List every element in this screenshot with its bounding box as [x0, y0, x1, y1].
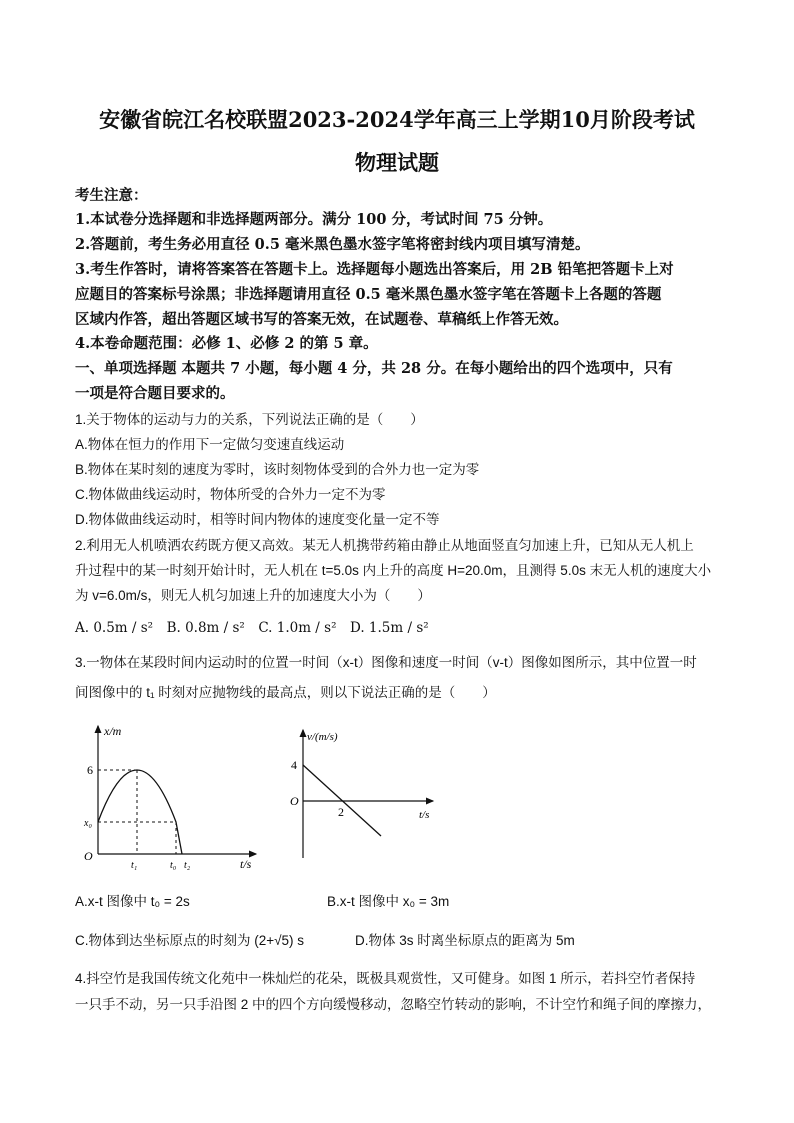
question-1-option-c: C.物体做曲线运动时，物体所受的合外力一定不为零 — [75, 487, 386, 502]
question-3-option-b: B.x-t 图像中 x₀ = 3m — [327, 894, 450, 909]
question-4-line: 4.抖空竹是我国传统文化苑中一株灿烂的花朵，既极具观赏性，又可健身。如图 1 所示，若抖空竹者保持 — [75, 971, 696, 986]
notice-item: 应题目的答案标号涂黑；非选择题请用直径 0.5 毫米黑色墨水签字笔在答题卡上各题的答题 — [75, 286, 662, 303]
vt-y-label: v/(m/s) — [307, 731, 338, 743]
page-title: 安徽省皖江名校联盟2023-2024学年高三上学期10月阶段考试 — [99, 107, 695, 132]
notice-item: 4.本卷命题范围：必修 1、必修 2 的第 5 章。 — [75, 335, 378, 352]
question-1-option-a: A.物体在恒力的作用下一定做匀变速直线运动 — [75, 437, 345, 452]
section-heading-cont: 一项是符合题目要求的。 — [75, 385, 235, 402]
question-1-option-b: B.物体在某时刻的速度为零时，该时刻物体受到的合外力也一定为零 — [75, 462, 480, 477]
question-2-line: 2.利用无人机喷洒农药既方便又高效。某无人机携带药箱由静止从地面竖直匀加速上升，已知从无人机上 — [75, 538, 694, 553]
xt-graph — [80, 720, 280, 870]
xt-parabola-curve — [98, 770, 182, 854]
vt-y-tick: 4 — [291, 758, 297, 772]
notice-item: 2.答题前，考生务必用直径 0.5 毫米黑色墨水签字笔将密封线内项目填写清楚。 — [75, 236, 590, 253]
notice-item: 1.本试卷分选择题和非选择题两部分。满分 100 分，考试时间 75 分钟。 — [75, 211, 553, 228]
question-2-line: 升过程中的某一时刻开始计时，无人机在 t=5.0s 内上升的高度 H=20.0m，且测得 5.0s 末无人机的速度大小 — [75, 563, 712, 578]
vt-origin: O — [290, 794, 299, 808]
vt-x-label: t/s — [419, 809, 430, 821]
xt-y-tick: x₀ — [84, 818, 92, 829]
section-heading: 一、单项选择题 本题共 7 小题，每小题 4 分，共 28 分。在每小题给出的四个选项中，只有 — [75, 360, 673, 377]
question-3-line: 3.一物体在某段时间内运动时的位置一时间（x-t）图像和速度一时间（v-t）图像如图所示，其中位置一时 — [75, 655, 697, 670]
xt-x-tick: t₁ — [131, 860, 138, 870]
question-3-option-d: D.物体 3s 时离坐标原点的距离为 5m — [355, 933, 575, 948]
question-1-stem: 1.关于物体的运动与力的关系，下列说法正确的是（ ） — [75, 412, 424, 427]
question-3-option-a: A.x-t 图像中 t₀ = 2s — [75, 894, 190, 909]
question-2-line: 为 v=6.0m/s，则无人机匀加速上升的加速度大小为（ ） — [75, 588, 431, 603]
question-3-line: 间图像中的 t₁ 时刻对应抛物线的最高点，则以下说法正确的是（ ） — [75, 685, 496, 700]
xt-y-label: x/m — [104, 724, 122, 738]
question-3-option-c: C.物体到达坐标原点的时刻为 (2+√5) s — [75, 933, 305, 948]
notice-heading: 考生注意： — [75, 187, 148, 204]
page-subtitle: 物理试题 — [355, 150, 439, 175]
xt-x-tick: t₀ — [170, 860, 177, 870]
xt-x-tick: t₂ — [184, 860, 191, 870]
xt-origin: O — [84, 849, 93, 863]
question-2-options: A. 0.5m / s² B. 0.8m / s² C. 1.0m / s² D. 1.5m / s² — [75, 620, 429, 636]
notice-item: 区域内作答，超出答题区域书写的答案无效，在试题卷、草稿纸上作答无效。 — [75, 311, 568, 328]
question-1-option-d: D.物体做曲线运动时，相等时间内物体的速度变化量一定不等 — [75, 512, 440, 527]
question-4-line: 一只手不动，另一只手沿图 2 中的四个方向缓慢移动，忽略空竹转动的影响，不计空竹和绳子间的摩擦力， — [75, 997, 712, 1012]
vt-graph — [285, 724, 445, 864]
xt-x-label: t/s — [240, 857, 252, 870]
vt-x-tick: 2 — [338, 805, 344, 819]
xt-y-tick: 6 — [87, 763, 93, 777]
notice-item: 3.考生作答时，请将答案答在答题卡上。选择题每小题选出答案后，用 2B 铅笔把答题卡上对 — [75, 261, 674, 278]
